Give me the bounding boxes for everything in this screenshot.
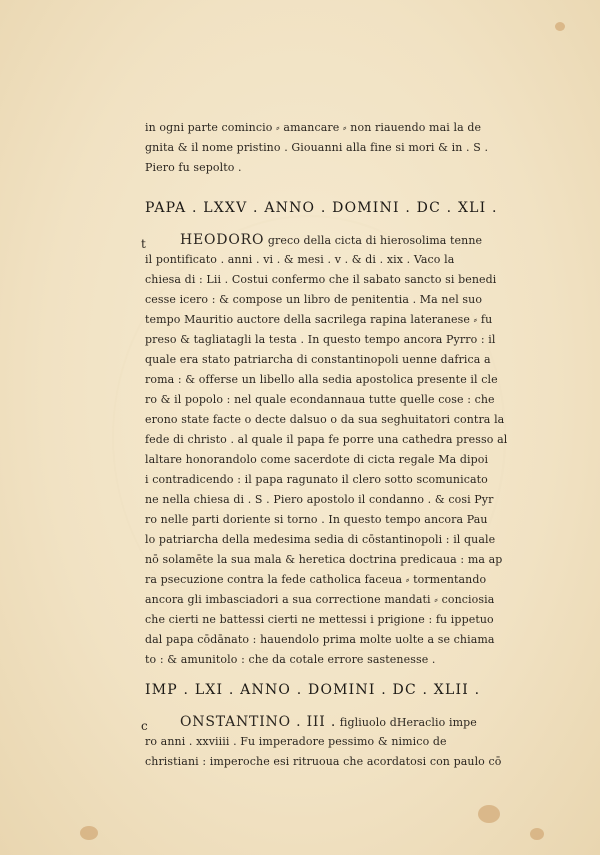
section-heading: IMP . LXI . ANNO . DOMINI . DC . XLII . (145, 682, 481, 698)
text-line: quale era stato patriarcha di constantinopoli uenne dafrica a (145, 353, 491, 366)
text-line: ro nelle parti doriente si torno . In questo tempo ancora Pau (145, 513, 488, 526)
text-line: tempo Mauritio auctore della sacrilega rapina lateranese ⸗ fu (145, 313, 493, 326)
paragraph (141, 712, 502, 772)
section-heading: PAPA . LXXV . ANNO . DOMINI . DC . XLI . (145, 200, 498, 216)
text-line: nō solamēte la sua mala & heretica doctrina predicaua : ma ap (145, 553, 503, 566)
text-line: ro & il popolo : nel quale econdannaua tutte quelle cose : che (145, 393, 495, 406)
text-line: laltare honorandolo come sacerdote di cicta regale Ma dipoi (145, 453, 489, 466)
text-line: ro anni . xxviiii . Fu imperadore pessimo & nimico de (145, 735, 447, 748)
text-line: ancora gli imbasciadori a sua correctione mandati ⸗ conciosia (145, 593, 495, 606)
foxing-stain (80, 826, 98, 840)
printed-text-block (141, 118, 508, 772)
initial-word: ONSTANTINO . III . (180, 714, 337, 730)
text-line: gnita & il nome pristino . Giouanni alla fine si mori & in . S . (145, 141, 489, 154)
text-line: dal papa cōdānato : hauendolo prima molte uolte a se chiama (145, 633, 495, 646)
text-line: erono state facte o decte dalsuo o da sua seghuitatori contra la (145, 413, 505, 426)
text-line (145, 712, 490, 732)
line-rest: figliuolo dHeraclio impe (336, 716, 477, 729)
text-line: lo patriarcha della medesima sedia di cōstantinopoli : il quale (145, 533, 496, 546)
initial-word: HEODORO (180, 232, 265, 248)
text-line: ra psecuzione contra la fede catholica faceua ⸗ tormentando (145, 573, 487, 586)
text-line: fede di christo . al quale il papa fe porre una cathedra presso al (145, 433, 508, 446)
guide-letter: t (141, 237, 146, 251)
foxing-stain (530, 828, 544, 840)
text-line: il pontificato . anni . vi . & mesi . v . & di . xix . Vaco la (145, 253, 455, 266)
text-line (145, 230, 490, 250)
text-line: i contradicendo : il papa ragunato il clero sotto scomunicato (145, 473, 488, 486)
text-line: roma : & offerse un libello alla sedia apostolica presente il cle (145, 373, 498, 386)
text-line: Piero fu sepolto . (145, 161, 242, 174)
text-line: che cierti ne battessi cierti ne mettessi i prigione : fu ippetuo (145, 613, 494, 626)
text-line: cesse icero : & compose un libro de penitentia . Ma nel suo (145, 293, 483, 306)
text-line: christiani : imperoche esi ritruoua che acordatosi con paulo cō (145, 755, 502, 768)
line-rest: greco della cicta di hierosolima tenne (264, 234, 483, 247)
text-line: to : & amunitolo : che da cotale errore sastenesse . (145, 653, 436, 666)
guide-letter: c (141, 719, 148, 733)
foxing-stain (478, 805, 500, 823)
text-line: in ogni parte comincio ⸗ amancare ⸗ non riauendo mai la de (145, 121, 482, 134)
text-line: ne nella chiesa di . S . Piero apostolo il condanno . & cosi Pyr (145, 493, 494, 506)
text-line: chiesa di : Lii . Costui confermo che il sabato sancto si benedi (145, 273, 497, 286)
paragraph (141, 230, 508, 670)
text-line: preso & tagliatagli la testa . In questo tempo ancora Pyrro : il (145, 333, 496, 346)
foxing-stain (555, 22, 565, 31)
